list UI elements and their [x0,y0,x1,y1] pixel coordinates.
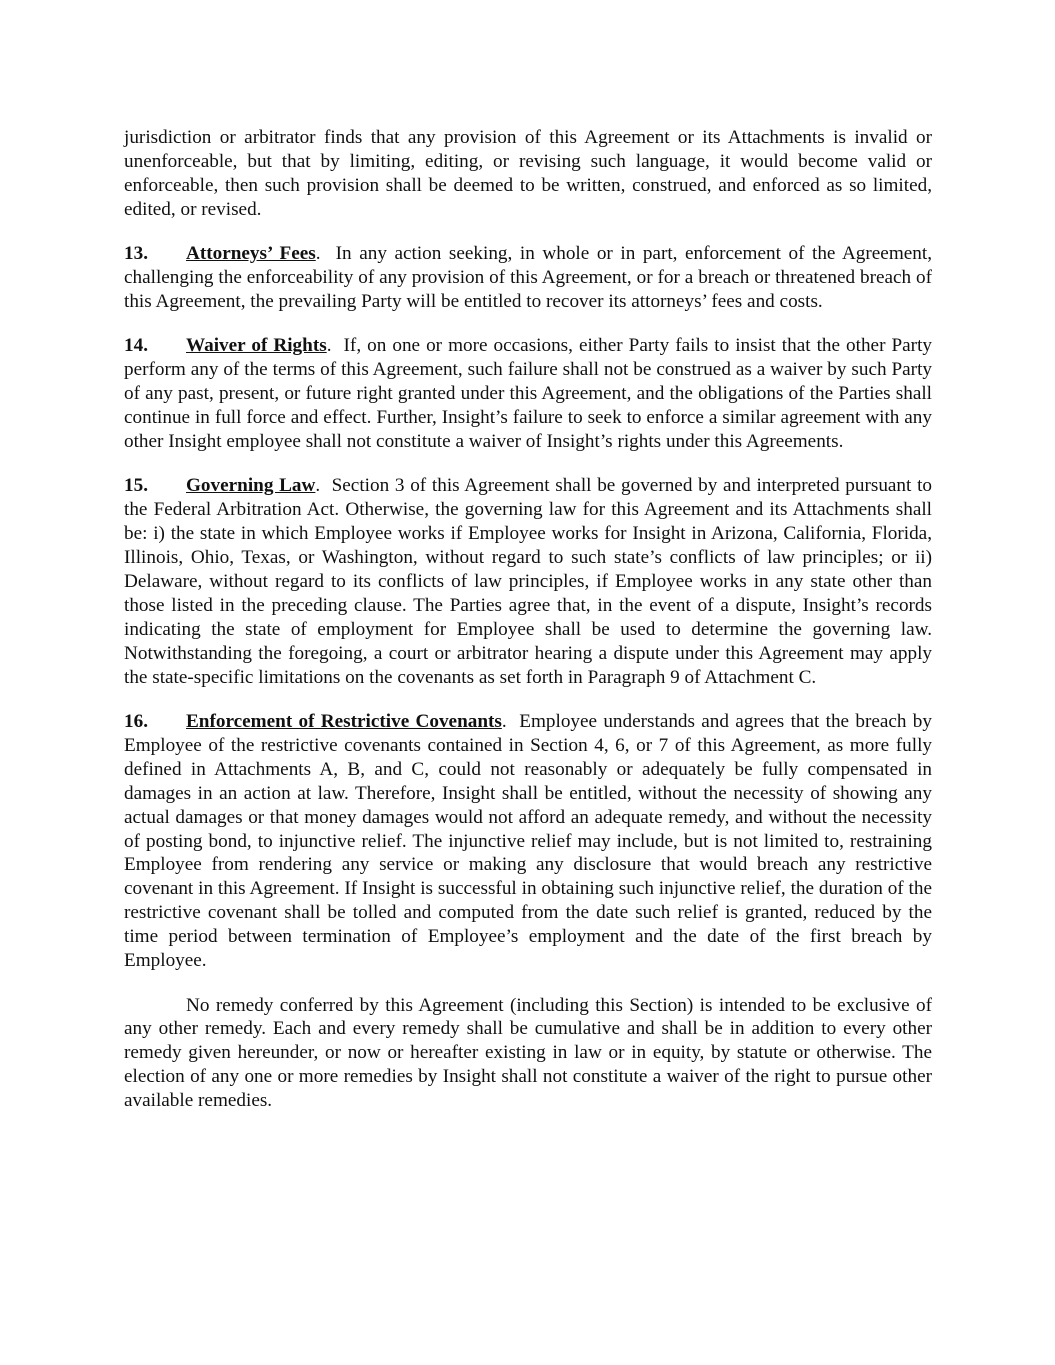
section-15-paragraph [124,474,942,689]
section-14-paragraph [124,334,937,454]
section-heading-punct: . [315,243,321,265]
section-body: Employee understands and agrees that the breach by Employee of the restrictive covenants contained in Section 4, 6, or 7 of this Agreement, as more fully defined in Attachments A, B, and C, could not reasonably or adequately be fully compensated in damages in an action at law. Therefore, Insight shall be entitled, without the necessity of showing any actual damages or that money damages would not afford an adequate remedy, and without the necessity of posting bond, to injunctive relief. The injunctive relief may include, but is not limited to, restraining Employee from rendering any service or making any disclosure that would breach any restrictive covenant in this Agreement. If Insight is successful in obtaining such injunctive relief, the duration of the restrictive covenant shall be tolled and computed from the date such relief is granted, reduced by the time period between termination of Employee’s employment and the date of the first breach by Employee. [124,711,937,972]
closing-paragraph: No remedy conferred by this Agreement (including this Section) is intended to be exclusive of any other remedy. Each and every remedy shall be cumulative and shall be in addition to every other remedy given hereunder, or now or hereafter existing in law or in equity, by statute or otherwise. The election of any one or more remedies by Insight shall not constitute a waiver of the right to pursue other available remedies. [124,994,932,1112]
section-heading: Enforcement of Restrictive Covenants [186,711,502,733]
section-heading: Attorneys’ Fees [186,243,316,265]
section-number: 13. [124,243,148,265]
section-body: In any action seeking, in whole or in part, enforcement of the Agreement, challenging the enforceability of any provision of this Agreement, or for a breach or threatened breach of this Agreement, the prevailing Party will be entitled to recover its attorneys’ fees and costs. [124,243,937,312]
section-body: If, on one or more occasions, either Party fails to insist that the other Party perform any of the terms of this Agreement, such failure shall not be construed as a waiver by such Party of any past, present, or future right granted under this Agreement, and the obligations of the Parties shall continue in full force and effect. Further, Insight’s failure to seek to enforce a similar agreement with any other Insight employee shall not constitute a waiver of Insight’s rights under this Agreements. [124,335,937,452]
section-heading: Governing Law [186,475,316,497]
section-body: Section 3 of this Agreement shall be governed by and interpreted pursuant to the Federal Arbitration Act. Otherwise, the governing law for this Agreement and its Attachments shall be: i) the state in which Employee works if Employee works for Insight in Arizona, California, Florida, Illinois, Ohio, Texas, or Washington, without regard to such state’s conflicts of law principles; or ii) Delaware, without regard to its conflicts of law principles, if Employee works in any state other than those listed in the preceding clause. The Parties agree that, in the event of a dispute, Insight’s records indicating the state of employment for Employee shall be used to determine the governing law. Notwithstanding the foregoing, a court or arbitrator hearing a dispute under this Agreement may apply the state-specific limitations on the covenants as set forth in Paragraph 9 of Attachment C. [124,475,942,688]
section-heading-punct: . [326,335,332,357]
intro-paragraph: jurisdiction or arbitrator finds that any provision of this Agreement or its Attachments is invalid or unenforceable, but that by limiting, editing, or revising such language, it would become valid or enforceable, then such provision shall be deemed to be written, construed, and enforced as so limited, edited, or revised. [124,127,932,220]
section-number: 14. [124,335,148,357]
document-page [124,126,942,1134]
section-number: 15. [124,475,148,497]
section-heading-punct: . [315,475,321,497]
section-number: 16. [124,711,148,733]
section-16-paragraph [124,710,937,973]
section-heading-punct: . [501,711,507,733]
section-heading: Waiver of Rights [186,335,327,357]
section-13-paragraph [124,242,937,314]
